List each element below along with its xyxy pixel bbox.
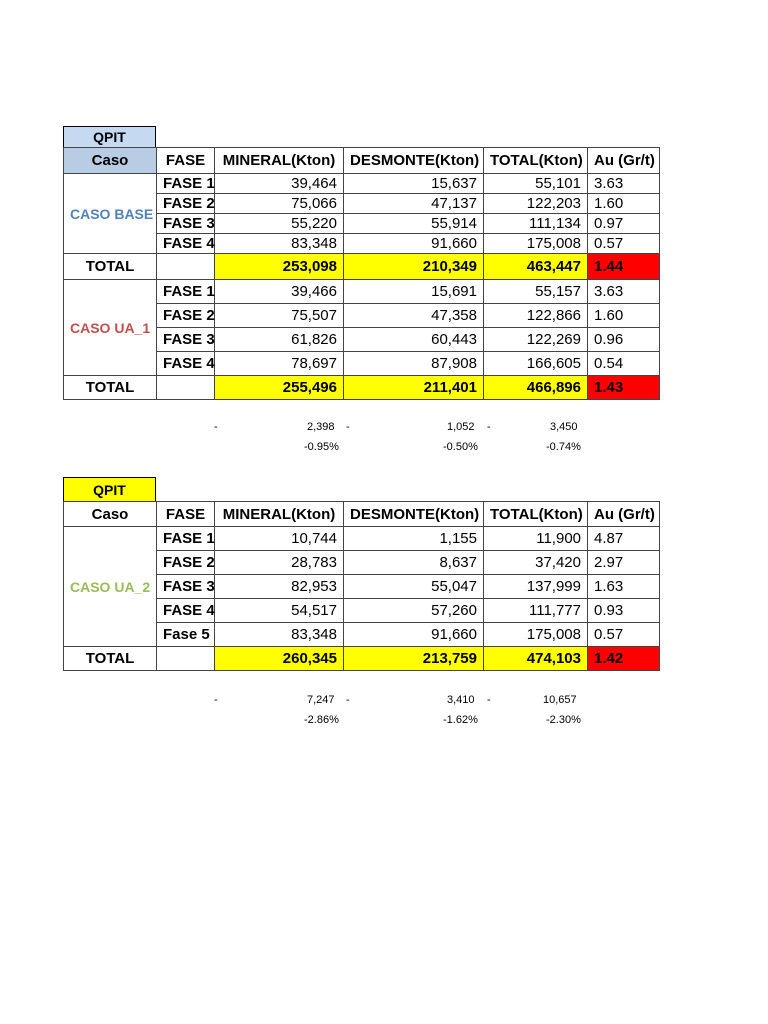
total-cell: 55,101 bbox=[484, 174, 588, 194]
fase-cell: FASE 3 bbox=[157, 214, 215, 234]
total-cell: 111,134 bbox=[484, 214, 588, 234]
fase-cell: FASE 1 bbox=[157, 527, 215, 551]
total-au: 1.44 bbox=[588, 254, 660, 280]
total-cell: 166,605 bbox=[484, 352, 588, 376]
diff-sign: - bbox=[214, 421, 218, 433]
diff-mineral: 7,247 bbox=[307, 694, 335, 706]
table-row bbox=[64, 280, 660, 304]
diff-sign: - bbox=[346, 694, 350, 706]
total-cell: 122,203 bbox=[484, 194, 588, 214]
total-cell: 55,157 bbox=[484, 280, 588, 304]
mineral-cell: 83,348 bbox=[215, 234, 344, 254]
mineral-cell: 39,466 bbox=[215, 280, 344, 304]
mineral-cell: 75,507 bbox=[215, 304, 344, 328]
desmonte-cell: 60,443 bbox=[344, 328, 484, 352]
fase-cell: FASE 1 bbox=[157, 174, 215, 194]
total-label: TOTAL bbox=[64, 647, 157, 671]
fase-cell: FASE 1 bbox=[157, 280, 215, 304]
au-cell: 1.63 bbox=[588, 575, 660, 599]
au-cell: 3.63 bbox=[588, 280, 660, 304]
table-row bbox=[64, 174, 660, 194]
fase-cell: FASE 3 bbox=[157, 328, 215, 352]
header-total: TOTAL(Kton) bbox=[484, 502, 588, 527]
header-row bbox=[64, 502, 660, 527]
mineral-cell: 54,517 bbox=[215, 599, 344, 623]
caso-label: CASO BASE bbox=[64, 174, 157, 254]
header-fase: FASE bbox=[157, 502, 215, 527]
header-total: TOTAL(Kton) bbox=[484, 148, 588, 174]
au-cell: 0.93 bbox=[588, 599, 660, 623]
total-mineral: 260,345 bbox=[215, 647, 344, 671]
total-row bbox=[64, 254, 660, 280]
total-label: TOTAL bbox=[64, 254, 157, 280]
desmonte-cell: 91,660 bbox=[344, 234, 484, 254]
total-mineral: 255,496 bbox=[215, 376, 344, 400]
total-cell: 122,269 bbox=[484, 328, 588, 352]
desmonte-cell: 8,637 bbox=[344, 551, 484, 575]
au-cell: 1.60 bbox=[588, 194, 660, 214]
pct-total: -0.74% bbox=[546, 441, 581, 453]
desmonte-cell: 15,691 bbox=[344, 280, 484, 304]
mineral-cell: 78,697 bbox=[215, 352, 344, 376]
caso-label: CASO UA_2 bbox=[64, 527, 157, 647]
fase-cell: FASE 2 bbox=[157, 304, 215, 328]
desmonte-cell: 55,914 bbox=[344, 214, 484, 234]
desmonte-cell: 1,155 bbox=[344, 527, 484, 551]
total-desmonte: 210,349 bbox=[344, 254, 484, 280]
desmonte-cell: 91,660 bbox=[344, 623, 484, 647]
diff-total: 3,450 bbox=[550, 421, 578, 433]
pct-mineral: -0.95% bbox=[304, 441, 339, 453]
total-label: TOTAL bbox=[64, 376, 157, 400]
fase-cell: FASE 4 bbox=[157, 234, 215, 254]
diff-sign: - bbox=[487, 694, 491, 706]
header-desmonte: DESMONTE(Kton) bbox=[344, 148, 484, 174]
table-qpit-2 bbox=[63, 501, 660, 671]
header-au: Au (Gr/t) bbox=[588, 502, 660, 527]
diff-sign: - bbox=[346, 421, 350, 433]
au-cell: 1.60 bbox=[588, 304, 660, 328]
header-caso: Caso bbox=[64, 148, 157, 174]
total-row bbox=[64, 647, 660, 671]
total-au: 1.42 bbox=[588, 647, 660, 671]
diff-desmonte: 3,410 bbox=[447, 694, 475, 706]
total-cell: 122,866 bbox=[484, 304, 588, 328]
diff-sign: - bbox=[214, 694, 218, 706]
fase-cell: FASE 4 bbox=[157, 352, 215, 376]
total-au: 1.43 bbox=[588, 376, 660, 400]
fase-cell: FASE 2 bbox=[157, 194, 215, 214]
header-au: Au (Gr/t) bbox=[588, 148, 660, 174]
table-qpit-1 bbox=[63, 147, 660, 400]
diff-sign: - bbox=[487, 421, 491, 433]
empty-cell bbox=[157, 647, 215, 671]
au-cell: 3.63 bbox=[588, 174, 660, 194]
pct-desmonte: -1.62% bbox=[443, 714, 478, 726]
mineral-cell: 10,744 bbox=[215, 527, 344, 551]
header-row bbox=[64, 148, 660, 174]
total-cell: 175,008 bbox=[484, 234, 588, 254]
total-total: 463,447 bbox=[484, 254, 588, 280]
total-cell: 11,900 bbox=[484, 527, 588, 551]
desmonte-cell: 87,908 bbox=[344, 352, 484, 376]
desmonte-cell: 15,637 bbox=[344, 174, 484, 194]
table-row bbox=[64, 527, 660, 551]
caso-label: CASO UA_1 bbox=[64, 280, 157, 376]
desmonte-cell: 47,358 bbox=[344, 304, 484, 328]
header-desmonte: DESMONTE(Kton) bbox=[344, 502, 484, 527]
total-desmonte: 213,759 bbox=[344, 647, 484, 671]
empty-cell bbox=[157, 254, 215, 280]
total-desmonte: 211,401 bbox=[344, 376, 484, 400]
total-cell: 175,008 bbox=[484, 623, 588, 647]
total-cell: 37,420 bbox=[484, 551, 588, 575]
pct-total: -2.30% bbox=[546, 714, 581, 726]
header-fase: FASE bbox=[157, 148, 215, 174]
au-cell: 4.87 bbox=[588, 527, 660, 551]
diff-desmonte: 1,052 bbox=[447, 421, 475, 433]
header-mineral: MINERAL(Kton) bbox=[215, 148, 344, 174]
au-cell: 0.96 bbox=[588, 328, 660, 352]
total-cell: 111,777 bbox=[484, 599, 588, 623]
pct-desmonte: -0.50% bbox=[443, 441, 478, 453]
au-cell: 0.97 bbox=[588, 214, 660, 234]
mineral-cell: 61,826 bbox=[215, 328, 344, 352]
au-cell: 0.57 bbox=[588, 623, 660, 647]
fase-cell: FASE 4 bbox=[157, 599, 215, 623]
diff-total: 10,657 bbox=[543, 694, 577, 706]
au-cell: 2.97 bbox=[588, 551, 660, 575]
qpit-label-1: QPIT bbox=[63, 126, 156, 148]
desmonte-cell: 55,047 bbox=[344, 575, 484, 599]
mineral-cell: 39,464 bbox=[215, 174, 344, 194]
total-total: 474,103 bbox=[484, 647, 588, 671]
total-cell: 137,999 bbox=[484, 575, 588, 599]
mineral-cell: 55,220 bbox=[215, 214, 344, 234]
header-mineral: MINERAL(Kton) bbox=[215, 502, 344, 527]
qpit-label-2: QPIT bbox=[63, 477, 156, 502]
desmonte-cell: 47,137 bbox=[344, 194, 484, 214]
fase-cell: FASE 3 bbox=[157, 575, 215, 599]
pct-mineral: -2.86% bbox=[304, 714, 339, 726]
empty-cell bbox=[157, 376, 215, 400]
mineral-cell: 82,953 bbox=[215, 575, 344, 599]
fase-cell: FASE 2 bbox=[157, 551, 215, 575]
header-caso: Caso bbox=[64, 502, 157, 527]
mineral-cell: 75,066 bbox=[215, 194, 344, 214]
au-cell: 0.54 bbox=[588, 352, 660, 376]
fase-cell: Fase 5 bbox=[157, 623, 215, 647]
total-mineral: 253,098 bbox=[215, 254, 344, 280]
desmonte-cell: 57,260 bbox=[344, 599, 484, 623]
diff-mineral: 2,398 bbox=[307, 421, 335, 433]
au-cell: 0.57 bbox=[588, 234, 660, 254]
mineral-cell: 28,783 bbox=[215, 551, 344, 575]
total-row bbox=[64, 376, 660, 400]
mineral-cell: 83,348 bbox=[215, 623, 344, 647]
total-total: 466,896 bbox=[484, 376, 588, 400]
